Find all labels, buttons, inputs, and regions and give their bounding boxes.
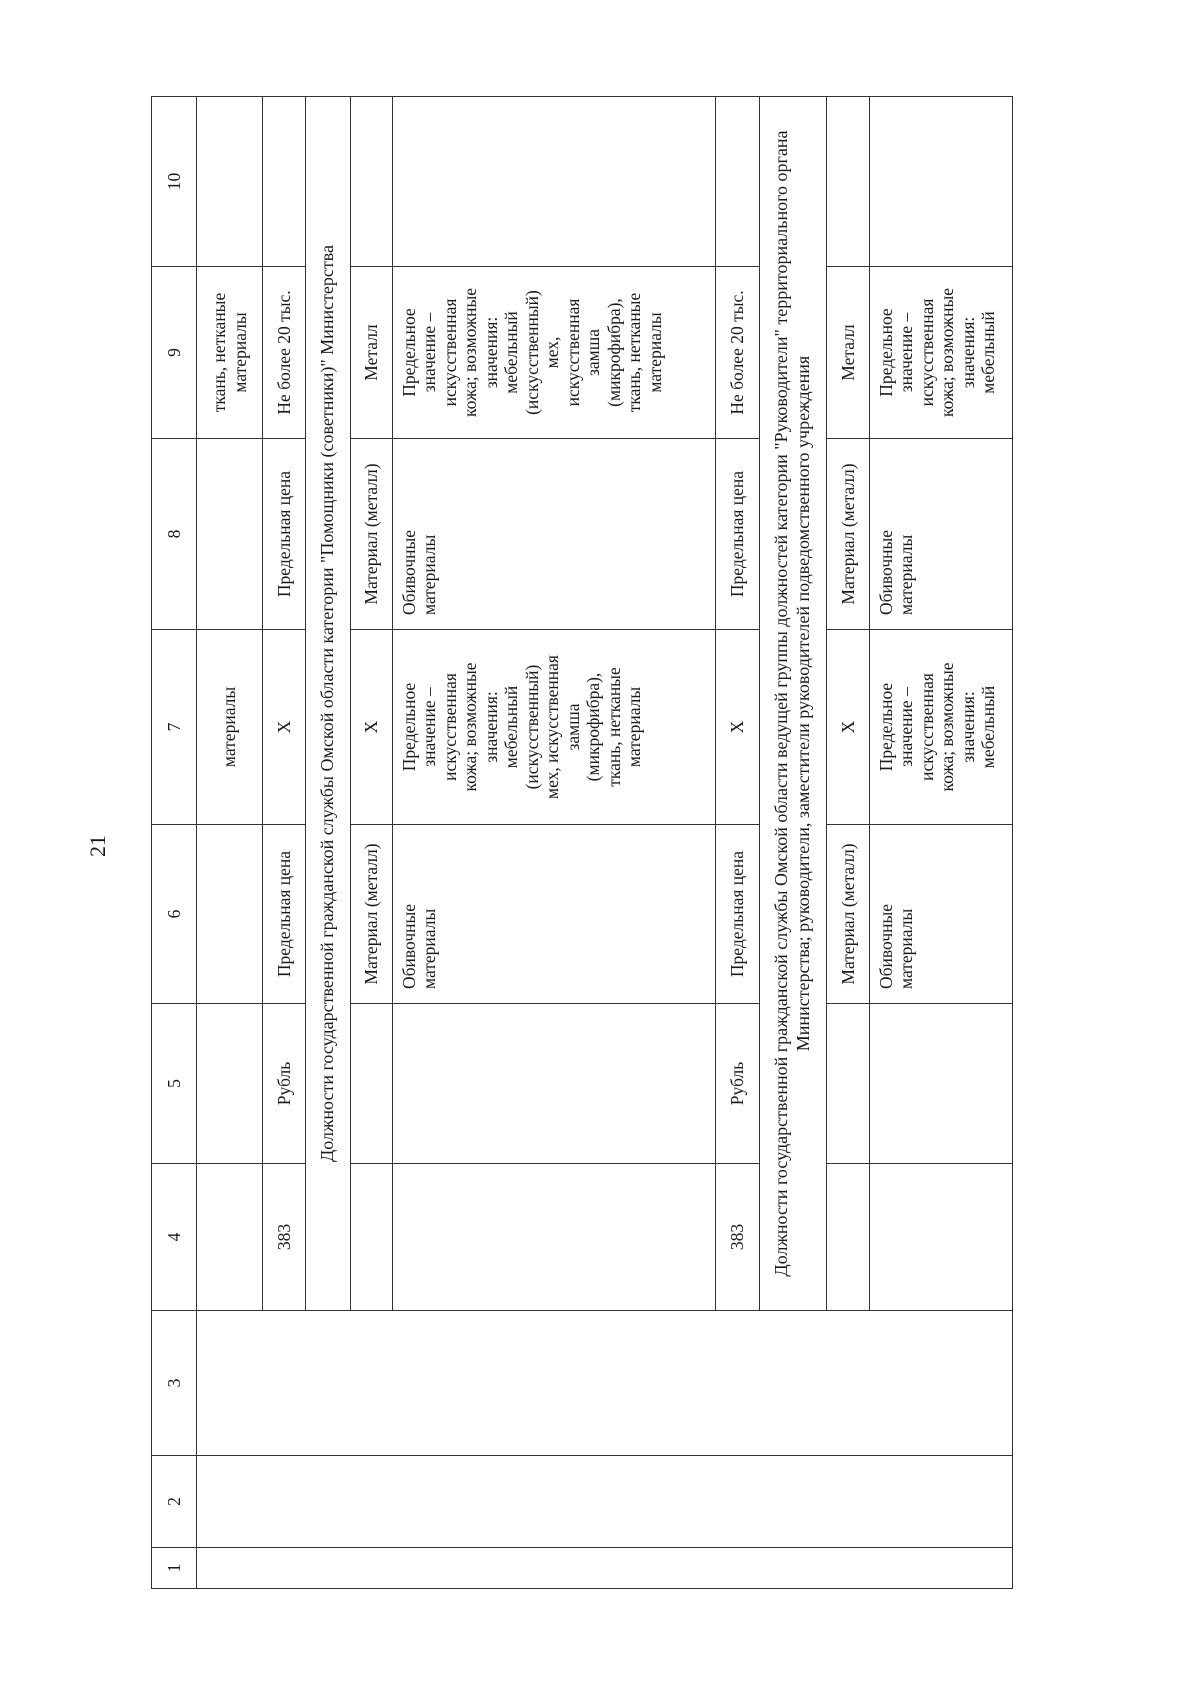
table-cell [351, 1004, 393, 1164]
section-heading: Должности государственной гражданской службы Омской области категории "Помощники (советники)" Министерства [306, 97, 351, 1311]
table-cell [197, 97, 263, 267]
table-cell: X [351, 630, 393, 825]
table-cell: Рубль [716, 1004, 760, 1164]
table-cell: Материал (металл) [351, 439, 393, 630]
table-cell [263, 97, 306, 267]
table-cell [870, 1164, 1013, 1311]
table-container [151, 97, 1112, 1589]
table-cell: Обивочные материалы [393, 439, 716, 630]
header-cell: 2 [152, 1456, 197, 1548]
table-cell: Металл [827, 267, 870, 439]
table-cell: X [827, 630, 870, 825]
table-cell: Обивочные материалы [870, 439, 1013, 630]
table-cell: Предельное значение – искусственная кожа; возможные значения: мебельный [870, 630, 1013, 825]
table-cell [393, 97, 716, 267]
rotated-table [151, 97, 1112, 1589]
table-cell [197, 825, 263, 1004]
table-cell: Предельное значение – искусственная кожа; возможные значения: мебельный (искусственный) мех, искусственная замша (микрофибра), ткань, нетканые материалы [393, 630, 716, 825]
header-cell: 8 [152, 439, 197, 630]
page-number: 21 [85, 835, 110, 857]
table-cell [393, 1164, 716, 1311]
header-cell: 4 [152, 1164, 197, 1311]
table-cell: материалы [197, 630, 263, 825]
table-cell [197, 1004, 263, 1164]
header-cell: 6 [152, 825, 197, 1004]
table-cell: Материал (металл) [351, 825, 393, 1004]
table-cell: Материал (металл) [827, 439, 870, 630]
table-cell: 383 [263, 1164, 306, 1311]
table-cell [197, 1311, 1013, 1456]
table-cell [827, 97, 870, 267]
table-row [197, 97, 263, 1589]
table-cell [870, 1004, 1013, 1164]
header-cell: 1 [152, 1548, 197, 1589]
table-cell: Предельное значение – искусственная кожа; возможные значения: мебельный [870, 267, 1013, 439]
table-cell: X [263, 630, 306, 825]
table-cell: X [716, 630, 760, 825]
table-cell [197, 439, 263, 630]
table-cell: Металл [351, 267, 393, 439]
table-cell: Предельная цена [263, 825, 306, 1004]
table-cell [827, 1164, 870, 1311]
table-cell: ткань, нетканые материалы [197, 267, 263, 439]
table-cell: Не более 20 тыс. [716, 267, 760, 439]
table-cell: Рубль [263, 1004, 306, 1164]
table-cell [197, 1456, 1013, 1548]
table-cell: Предельная цена [716, 439, 760, 630]
table-cell: Предельная цена [263, 439, 306, 630]
section-heading: Должности государственной гражданской службы Омской области ведущей группы должностей категории "Руководители" территориального органа Министерства; руководители, заместители руководителей подведомственного учреждения [760, 97, 827, 1311]
table-cell: Обивочные материалы [870, 825, 1013, 1004]
table-cell: Предельная цена [716, 825, 760, 1004]
table-cell [197, 1164, 263, 1311]
table-cell: Не более 20 тыс. [263, 267, 306, 439]
header-cell: 9 [152, 267, 197, 439]
header-cell: 10 [152, 97, 197, 267]
table-cell [827, 1004, 870, 1164]
procurement-table [151, 96, 1013, 1589]
table-cell: 383 [716, 1164, 760, 1311]
table-cell [393, 1004, 716, 1164]
table-cell [716, 97, 760, 267]
header-cell: 5 [152, 1004, 197, 1164]
table-cell [870, 97, 1013, 267]
table-cell [197, 1548, 1013, 1589]
table-cell [351, 97, 393, 267]
header-row [152, 97, 197, 1589]
header-cell: 7 [152, 630, 197, 825]
table-cell: Обивочные материалы [393, 825, 716, 1004]
table-cell: Предельное значение – искусственная кожа; возможные значения: мебельный (искусственный) мех, искусственная замша (микрофибра), ткань, нетканые материалы [393, 267, 716, 439]
table-cell [351, 1164, 393, 1311]
header-cell: 3 [152, 1311, 197, 1456]
table-cell: Материал (металл) [827, 825, 870, 1004]
